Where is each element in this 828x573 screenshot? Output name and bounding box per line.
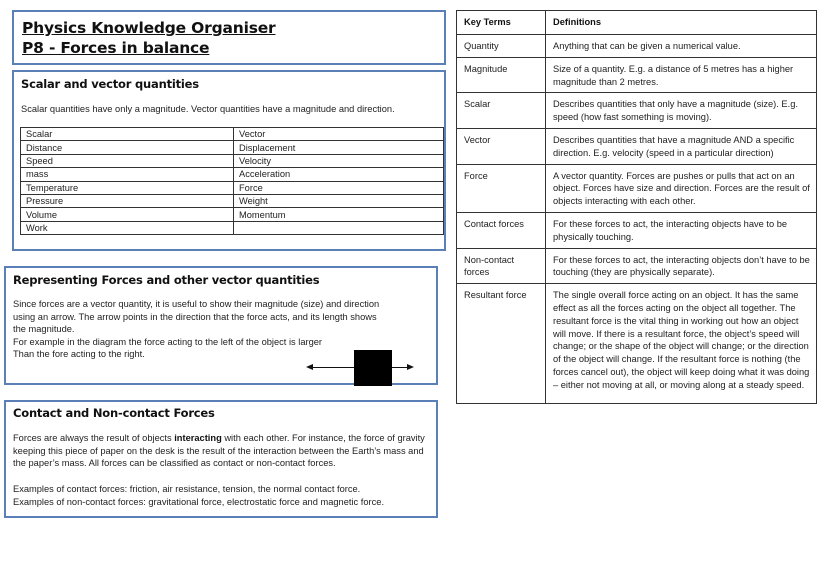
vector-cell: Force	[234, 181, 444, 194]
table-row	[21, 208, 444, 221]
section-heading: Scalar and vector quantities	[21, 77, 199, 91]
scalar-cell: Pressure	[21, 194, 234, 207]
title-box	[12, 10, 446, 65]
body-text: with each other. For instance, the force of gravity keeping this piece of paper on the desk is the result of the interaction between the Earth’s mass and the paper’s mass. All forces can be classified as contact or non-contact forces.	[13, 433, 425, 469]
representing-forces-section	[4, 266, 438, 385]
term-cell: Force	[457, 164, 546, 212]
column-header-key-terms: Key Terms	[457, 11, 546, 35]
vector-cell: Weight	[234, 194, 444, 207]
section-heading: Contact and Non-contact Forces	[13, 406, 215, 420]
table-row	[457, 164, 817, 212]
term-cell: Resultant force	[457, 284, 546, 404]
body-line: For example in the diagram the force acting to the left of the object is larger	[13, 336, 323, 347]
table-row	[457, 57, 817, 93]
table-header-row	[21, 128, 444, 141]
table-row	[457, 248, 817, 284]
definition-cell: A vector quantity. Forces are pushes or pulls that act on an object. Forces have size and direction. Forces are the result of objects interacting with each other.	[546, 164, 817, 212]
body-text: Forces are always the result of objects	[13, 433, 175, 443]
table-row	[457, 128, 817, 164]
scalar-cell: Work	[21, 221, 234, 234]
table-row	[457, 93, 817, 129]
definition-cell: Anything that can be given a numerical value.	[546, 35, 817, 58]
definition-cell: Describes quantities that only have a magnitude (size). E.g. speed (how fast something is moving).	[546, 93, 817, 129]
table-row	[21, 141, 444, 154]
page-title: Physics Knowledge Organiser	[22, 19, 276, 37]
body-line: Than the fore acting to the right.	[13, 349, 145, 360]
contact-forces-section	[4, 400, 438, 518]
column-header-definitions: Definitions	[546, 11, 817, 35]
vector-cell: Velocity	[234, 154, 444, 167]
table-row	[21, 181, 444, 194]
term-cell: Non-contact forces	[457, 248, 546, 284]
force-diagram	[306, 350, 416, 386]
right-force-arrow	[392, 367, 408, 368]
scalar-cell: mass	[21, 168, 234, 181]
body-line: the magnitude.	[13, 324, 75, 335]
term-cell: Vector	[457, 128, 546, 164]
column-header-scalar: Scalar	[21, 128, 234, 141]
examples-contact: Examples of contact forces: friction, air resistance, tension, the normal contact force.	[13, 484, 361, 494]
scalar-cell: Distance	[21, 141, 234, 154]
table-row	[21, 154, 444, 167]
table-row	[457, 35, 817, 58]
emphasis-text: interacting	[174, 433, 222, 443]
scalar-cell: Temperature	[21, 181, 234, 194]
table-row	[21, 194, 444, 207]
examples-noncontact: Examples of non-contact forces: gravitational force, electrostatic force and magnetic force.	[13, 497, 385, 507]
scalar-cell: Volume	[21, 208, 234, 221]
body-line: Since forces are a vector quantity, it is useful to show their magnitude (size) and direction	[13, 299, 380, 309]
object-block	[354, 350, 392, 386]
key-terms-table	[456, 10, 817, 404]
table-row	[457, 212, 817, 248]
term-cell: Magnitude	[457, 57, 546, 93]
left-force-arrow	[311, 367, 354, 368]
section-heading: Representing Forces and other vector quantities	[13, 273, 320, 287]
definition-cell: Size of a quantity. E.g. a distance of 5 metres has a higher magnitude than 2 metres.	[546, 57, 817, 93]
scalar-cell: Speed	[21, 154, 234, 167]
term-cell: Contact forces	[457, 212, 546, 248]
page-subtitle: P8 - Forces in balance	[22, 39, 210, 57]
column-header-vector: Vector	[234, 128, 444, 141]
section-intro: Scalar quantities have only a magnitude. Vector quantities have a magnitude and direction.	[21, 104, 395, 114]
table-header-row	[457, 11, 817, 35]
definition-cell: For these forces to act, the interacting objects don’t have to be touching (they are physically separate).	[546, 248, 817, 284]
vector-cell: Momentum	[234, 208, 444, 221]
scalar-vector-table	[20, 127, 444, 235]
scalar-vector-section	[12, 70, 446, 251]
term-cell: Scalar	[457, 93, 546, 129]
term-cell: Quantity	[457, 35, 546, 58]
right-arrow-head-icon	[407, 364, 414, 370]
vector-cell: Displacement	[234, 141, 444, 154]
vector-cell	[234, 221, 444, 234]
table-row	[21, 168, 444, 181]
body-line: using an arrow. The arrow points in the direction that the force acts, and its length shows	[13, 311, 377, 322]
table-row	[21, 221, 444, 234]
vector-cell: Acceleration	[234, 168, 444, 181]
definition-cell: For these forces to act, the interacting objects have to be physically touching.	[546, 212, 817, 248]
definition-cell: Describes quantities that have a magnitude AND a specific direction. E.g. velocity (speed in a particular direction)	[546, 128, 817, 164]
definition-cell: The single overall force acting on an object. It has the same effect as all the forces acting on the object all together. The resultant force is the vital thing in working out how an object will move. If there is a resultant force, the object’s speed will change; or the shape of the object will change; or the direction of the object will change. If the resultant force is nothing (the forces cancel out), the object will keep doing what it was doing – either not moving at all, or moving along at a steady speed.	[546, 284, 817, 404]
table-row	[457, 284, 817, 404]
section-body	[13, 432, 433, 470]
